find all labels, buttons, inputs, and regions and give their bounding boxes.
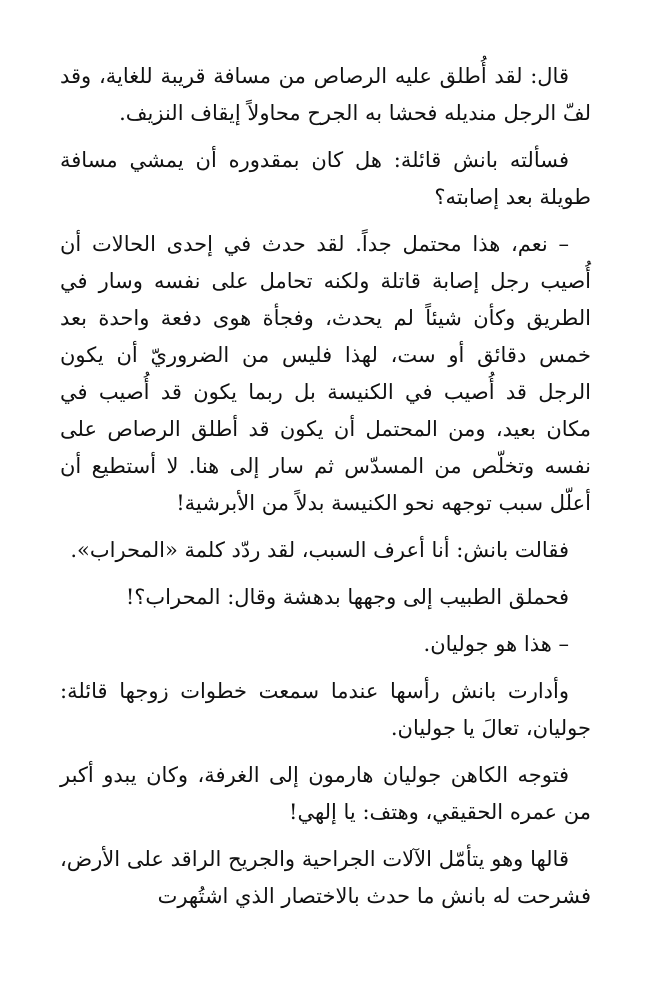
paragraph-6: – هذا هو جوليان. bbox=[423, 632, 569, 656]
paragraph-2: فسألته بانش قائلة: هل كان بمقدوره أن يمشي مسافة طويلة بعد إصابته؟ bbox=[60, 148, 591, 209]
paragraph-5: فحملق الطبيب إلى وجهها بدهشة وقال: المحراب؟! bbox=[125, 585, 569, 609]
paragraph-4: فقالت بانش: أنا أعرف السبب، لقد ردّد كلمة «المحراب». bbox=[70, 538, 569, 562]
paragraph-7: وأدارت بانش رأسها عندما سمعت خطوات زوجها قائلة: جوليان، تعالَ يا جوليان. bbox=[60, 679, 591, 740]
paragraph-1: قال: لقد أُطلق عليه الرصاص من مسافة قريبة للغاية، وقد لفّ الرجل منديله فحشا به الجرح محاولاً إيقاف النزيف. bbox=[60, 64, 591, 125]
paragraph-8: فتوجه الكاهن جوليان هارمون إلى الغرفة، وكان يبدو أكبر من عمره الحقيقي، وهتف: يا إلهي! bbox=[60, 763, 591, 824]
paragraph-9: قالها وهو يتأمّل الآلات الجراحية والجريح الراقد على الأرض، فشرحت له بانش ما حدث بالاختصار الذي اشتُهرت bbox=[60, 847, 591, 908]
paragraph-3: – نعم، هذا محتمل جداً. لقد حدث في إحدى الحالات أن أُصيب رجل إصابة قاتلة ولكنه تحامل على نفسه وسار في الطريق وكأن شيئاً لم يحدث، وفجأة هوى دفعة واحدة بعد خمس دقائق أو ست، لهذا فليس من الضروريّ أن يكون الرجل قد أُصيب في الكنيسة بل ربما يكون قد أُصيب في مكان بعيد، ومن المحتمل أن يكون قد أطلق الرصاص على نفسه وتخلّص من المسدّس ثم سار إلى هنا. لا أستطيع أن أعلّل سبب توجهه نحو الكنيسة بدلاً من الأبرشية! bbox=[60, 232, 591, 515]
